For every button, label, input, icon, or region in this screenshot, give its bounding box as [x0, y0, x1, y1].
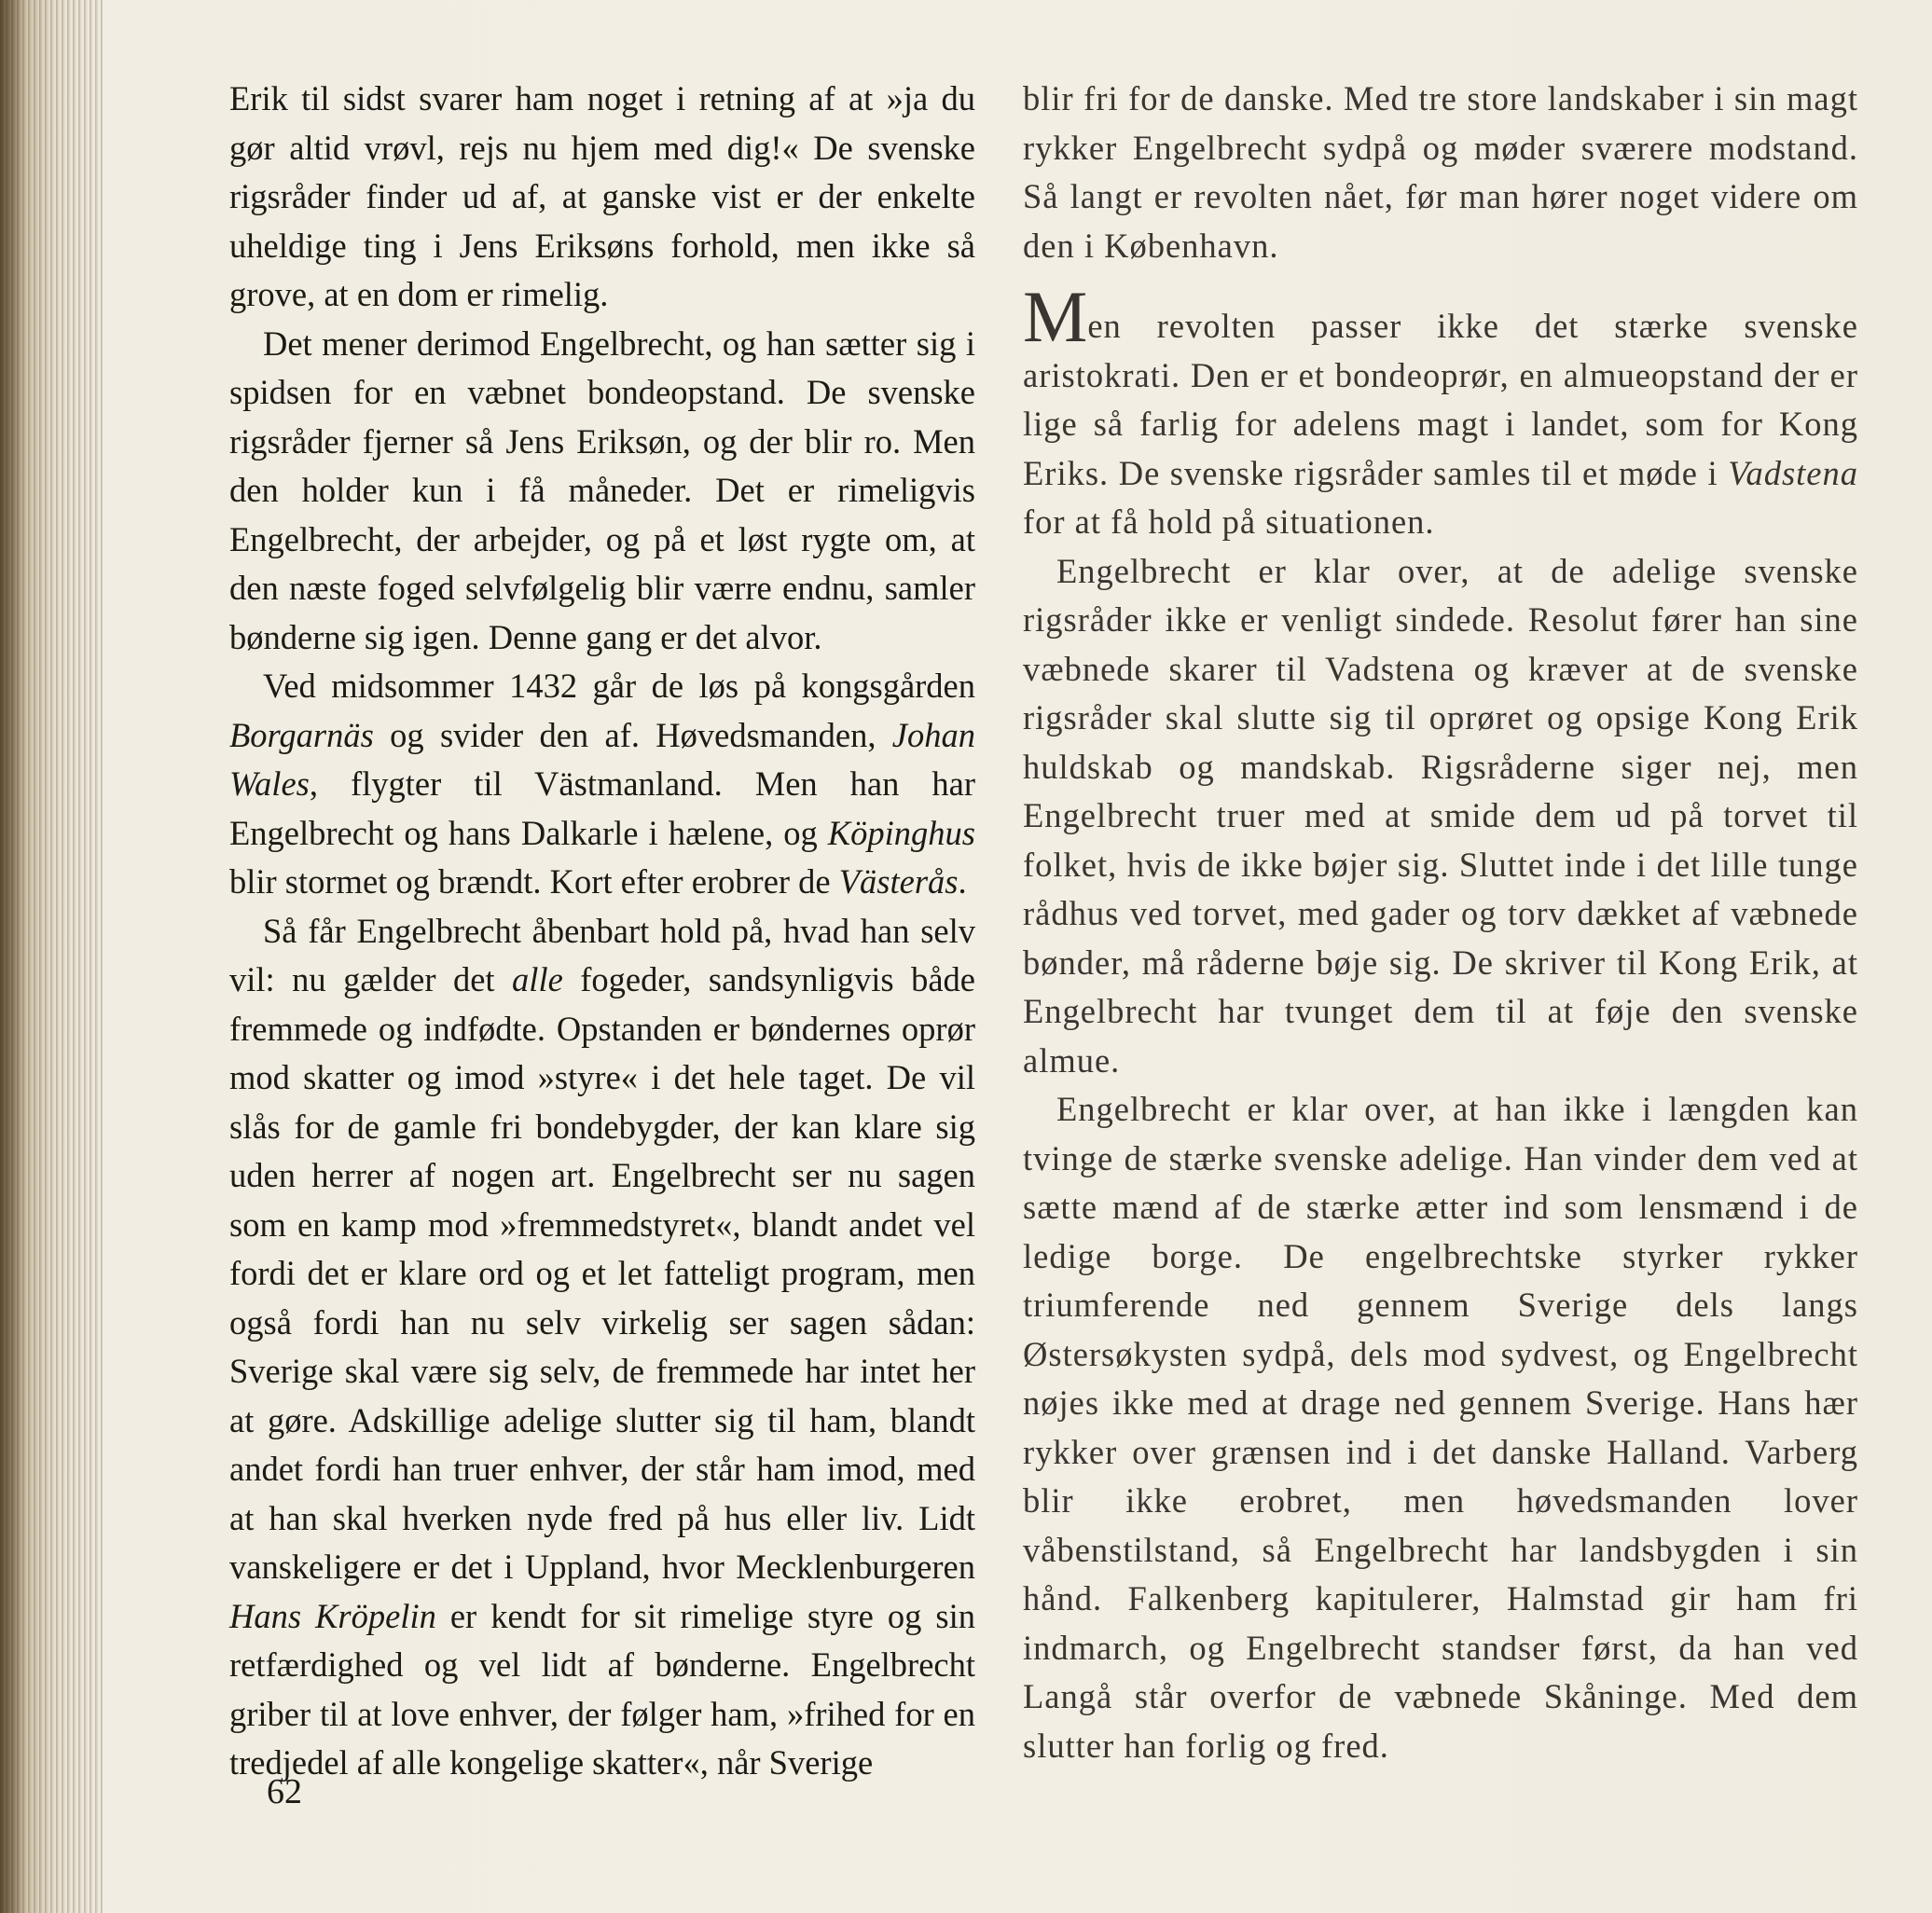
paragraph: blir fri for de danske. Med tre store landskaber i sin magt rykker Engelbrecht sydpå og møder sværere modstand. Så langt er revolten nået, før man hører noget videre om den i København. [1023, 79, 1858, 265]
page-edges [0, 0, 103, 1913]
paragraph [229, 662, 975, 907]
paragraph: Engelbrecht er klar over, at han ikke i længden kan tvinge de stærke svenske adelige. Han vinder dem ved at sætte mænd af de stærke ætter ind som lensmænd i de ledige borge. De engelbrechtske styrker rykker triumferende ned gennem Sverige dels langs Østersøkysten sydpå, dels mod sydvest, og Engelbrecht nøjes ikke med at drage ned gennem Sverige. Hans hær rykker over grænsen ind i det danske Halland. Varberg blir ikke erobret, men høvedsmanden lover våbenstilstand, så Engelbrecht har landsbygden i sin hånd. Falkenberg kapitulerer, Halmstad gir ham fri indmarch, og Engelbrecht standser først, da han ved Langå står overfor de væbnede Skåninge. Med dem slutter han forlig og fred. [1023, 1090, 1858, 1765]
text-run: , flygter til Västmanland. Men han har Engelbrecht og hans Dalkarle i hælene, og [229, 764, 975, 852]
text-run: . [958, 862, 967, 901]
paragraph: Det mener derimod Engelbrecht, og han sætter sig i spidsen for en væbnet bondeopstand. De svenske rigsråder fjerner så Jens Eriksøn, og der blir ro. Men den holder kun i få måneder. Det er rimeligvis Engelbrecht, der arbejder, og på et løst rygte om, at den næste foged selvfølgelig blir værre endnu, samler bønderne sig igen. Denne gang er det alvor. [229, 323, 975, 656]
italic-place-name: Västerås [838, 862, 959, 901]
italic-place-name: Borgarnäs [229, 715, 374, 754]
text-run: for at få hold på situationen. [1023, 502, 1435, 541]
page-number: 62 [267, 1772, 302, 1811]
drop-cap: M [1023, 276, 1088, 357]
italic-person-name: Johan Wales [229, 715, 975, 803]
italic-place-name: Vadstena [1728, 453, 1858, 492]
text-run: Så får Engelbrecht åbenbart hold på, hvad han selv vil: nu gælder det [229, 911, 975, 998]
text-run: fogeder, sandsynligvis både fremmede og indfødte. Opstanden er bøndernes oprør mod skatter og imod »styre« i det hele taget. De vil slås for de gamle fri bondebygder, der kan klare sig uden herrer af nogen art. Engelbrecht ser nu sagen som en kamp mod »fremmedstyret«, blandt andet vel fordi det er klare ord og et let fatteligt program, men også fordi han nu selv virkelig ser sagen sådan: Sverige skal være sig selv, de fremmede har intet her at gøre. Adskillige adelige slutter sig til ham, blandt andet fordi han truer enhver, der står ham imod, med at han skal hverken nyde fred på hus eller liv. Lidt vanskeligere er det i Uppland, hvor Mecklenburgeren [229, 960, 975, 1586]
text-run: er kendt for sit rimelige styre og sin retfærdighed og vel lidt af bønderne. Engelbrecht griber til at love enhver, der følger ham, »frihed for en tredjedel af alle kongelige skatter«, når Sverige [229, 1596, 975, 1782]
text-run: en revolten passer ikke det stærke svenske aristokrati. Den er et bondeoprør, en almueopstand der er lige så farlig for adelens magt i landet, som for Kong Eriks. De svenske rigsråder samles til et møde i [1023, 307, 1858, 492]
text-run: blir stormet og brændt. Kort efter erobrer de [229, 862, 839, 901]
italic-person-name: Hans Kröpelin [229, 1596, 436, 1635]
italic-emphasis: alle [512, 960, 563, 998]
italic-place-name: Köpinghus [827, 813, 975, 852]
paragraph: Erik til sidst svarer ham noget i retning af at »ja du gør altid vrøvl, rejs nu hjem med dig!« De svenske rigsråder finder ud af, at ganske vist er der enkelte uheldige ting i Jens Eriksøns forhold, men ikke så grove, at en dom er rimelig. [229, 79, 975, 313]
paragraph: Engelbrecht er klar over, at de adelige svenske rigsråder ikke er venligt sindede. Resolut fører han sine væbnede skarer til Vadstena og kræver at de svenske rigsråder skal slutte sig til oprøret og opsige Kong Erik huldskab og mandskab. Rigsråderne siger nej, men Engelbrecht truer med at smide dem ud på torvet til folket, hvis de ikke bøjer sig. Sluttet inde i det lille tunge rådhus ved torvet, med gader og torv dækket af væbnede bønder, må råderne bøje sig. De skriver til Kong Erik, at Engelbrecht har tvunget dem til at føje den svenske almue. [1023, 551, 1858, 1080]
text-run: og svider den af. Høvedsmanden, [373, 715, 892, 754]
text-run: Ved midsommer 1432 går de løs på kongsgården [263, 667, 975, 705]
section-paragraph [1023, 276, 1858, 547]
left-column [229, 75, 975, 1788]
right-column [1023, 75, 1858, 1770]
paragraph [229, 907, 975, 1788]
